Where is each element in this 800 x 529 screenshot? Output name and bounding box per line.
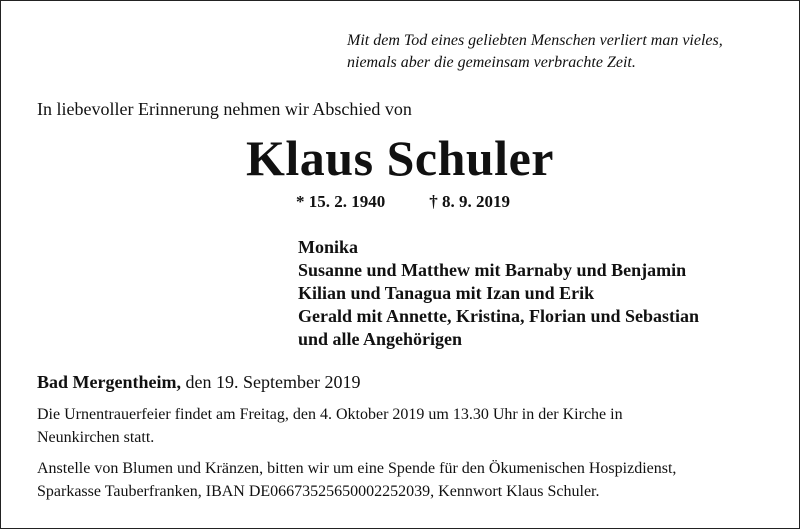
death-date: † 8. 9. 2019 <box>429 192 510 211</box>
quote-line-1: Mit dem Tod eines geliebten Menschen verliert man vieles, <box>347 32 723 49</box>
mourner-line: Susanne und Matthew mit Barnaby und Benjamin <box>298 260 687 280</box>
ceremony-line-2: Neunkirchen statt. <box>37 429 155 446</box>
donation-info <box>37 457 787 503</box>
mourner-line: und alle Angehörigen <box>298 329 463 349</box>
mourner-line: Monika <box>298 237 359 257</box>
birth-date: * 15. 2. 1940 <box>296 192 386 211</box>
memorial-quote <box>347 30 787 74</box>
mourner-line: Kilian und Tanagua mit Izan und Erik <box>298 283 595 303</box>
mourner-line: Gerald mit Annette, Kristina, Florian und Sebastian <box>298 306 700 326</box>
notice-date: den 19. September 2019 <box>185 372 361 392</box>
mourners-list <box>298 236 699 351</box>
place-and-date <box>37 372 360 393</box>
donation-line-1: Anstelle von Blumen und Kränzen, bitten wir um eine Spende für den Ökumenischen Hospizdienst, <box>37 460 677 477</box>
intro-text: In liebevoller Erinnerung nehmen wir Abschied von <box>37 99 412 119</box>
place: Bad Mergentheim, <box>37 372 181 392</box>
ceremony-info <box>37 403 787 449</box>
donation-line-2: Sparkasse Tauberfranken, IBAN DE06673525650002252039, Kennwort Klaus Schuler. <box>37 483 600 500</box>
ceremony-line-1: Die Urnentrauerfeier findet am Freitag, den 4. Oktober 2019 um 13.30 Uhr in der Kirche in <box>37 406 623 423</box>
life-dates <box>296 192 510 212</box>
quote-line-2: niemals aber die gemeinsam verbrachte Zeit. <box>347 54 636 71</box>
deceased-name: Klaus Schuler <box>246 130 554 186</box>
